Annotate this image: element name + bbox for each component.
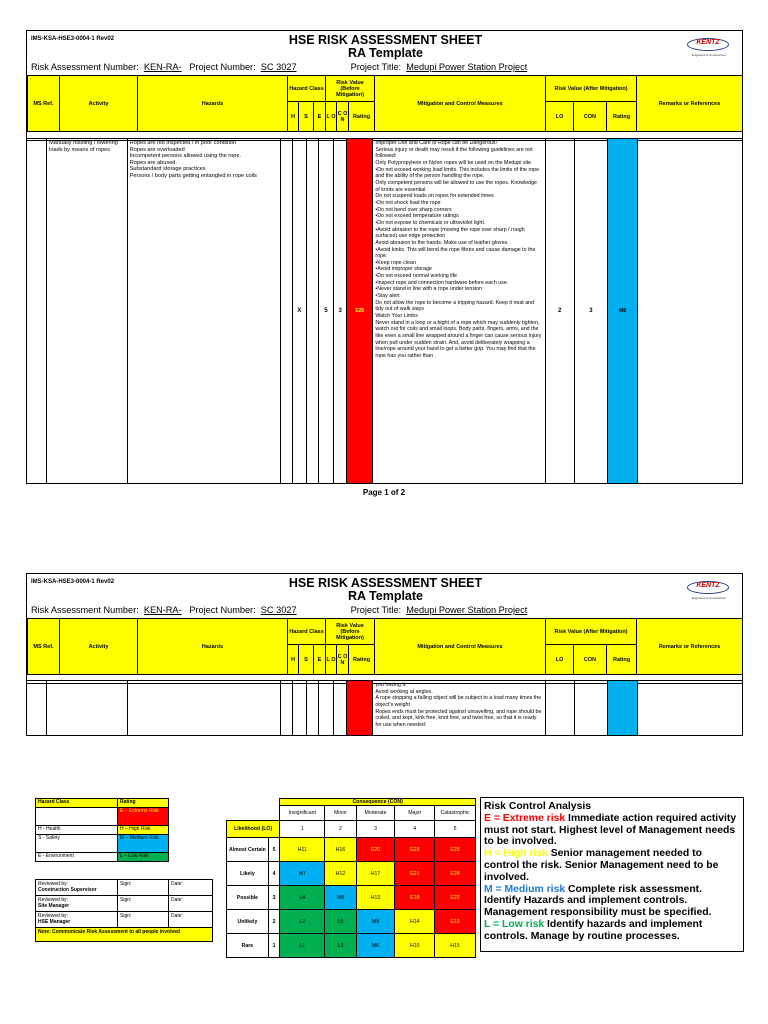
col-ms-ref: MS Ref. — [28, 619, 60, 675]
s-cell — [292, 681, 306, 736]
col-mitigation: Mitigation and Control Measures — [375, 76, 546, 132]
consequence-label: Catastrophic — [435, 806, 476, 821]
mitigation-line: •Stay alert — [375, 293, 400, 300]
matrix-cell: E19 — [435, 910, 476, 934]
col-hazard-class: Hazard Class — [288, 76, 326, 102]
likelihood-number: 5 — [268, 838, 280, 862]
mitigation-line: •Do not shock load the rope — [375, 199, 441, 206]
matrix-cell: H14 — [395, 910, 435, 934]
matrix-cell: L5 — [325, 910, 356, 934]
col-rating-after: Rating — [607, 645, 637, 675]
hazard-rating-legend — [35, 798, 169, 862]
col-con-after: CON — [574, 102, 607, 132]
rating-after-cell: M8 — [607, 139, 637, 484]
col-lo: L O — [326, 102, 337, 132]
legend-class-cell — [36, 808, 118, 826]
info-row — [31, 605, 527, 615]
mitigation-line: •Inspect rope and connection hardware before each use. — [375, 279, 509, 286]
legend-rating-extreme: E – Extreme Risk — [118, 808, 169, 826]
rating-after-cell — [607, 681, 637, 736]
logo-subtext: Engineers & Constructors — [691, 596, 727, 600]
matrix-cell: E18 — [395, 886, 435, 910]
col-risk-before: Risk Value (Before Mitigation) — [326, 76, 375, 102]
sheet-subtitle: RA Template — [347, 589, 423, 603]
project-title-value: Medupi Power Station Project — [406, 605, 528, 615]
con-number: 1 — [280, 821, 325, 838]
likelihood-label: Almost Certain — [227, 838, 269, 862]
hazards-cell — [127, 139, 280, 484]
project-title-label: Project Title: — [350, 605, 402, 615]
col-ms-ref: MS Ref. — [28, 76, 60, 132]
matrix-cell: H16 — [325, 838, 356, 862]
matrix-cell: M7 — [280, 862, 325, 886]
likelihood-number: 4 — [268, 862, 280, 886]
rating-cell: E25 — [347, 139, 373, 484]
ra-number-label: Risk Assessment Number: — [31, 605, 139, 615]
date-field[interactable]: Date: — [169, 912, 213, 928]
col-con: C O N — [337, 645, 349, 675]
hazard-line: Persons / body parts getting entangled in rope coils — [129, 172, 257, 179]
col-rating: Rating — [349, 102, 375, 132]
matrix-cell: M8 — [325, 886, 356, 910]
col-remarks: Remarks or References — [637, 619, 743, 675]
h-cell — [280, 139, 292, 484]
rating-cell — [347, 681, 373, 736]
legend-rating-low: L – Low Risk — [118, 853, 169, 862]
likelihood-header: Likelihood (LO) — [227, 821, 280, 838]
mitigation-line: •Do not exceed working load limits. This includes the limits of the rope and the ability of the person handling the rope. — [375, 166, 540, 180]
con-after-cell — [574, 681, 607, 736]
mitigation-line: Do not allow the rope to become a tripping hazard. Keep it neat and tidy out of walk ways — [375, 299, 535, 313]
col-hazards: Hazards — [138, 76, 288, 132]
likelihood-number: 2 — [268, 910, 280, 934]
mitigation-line: •Keep rope clean — [375, 259, 416, 266]
ms-ref-cell — [27, 139, 47, 484]
logo-text: KENTZ — [696, 582, 720, 589]
rca-extreme: E = Extreme risk Immediate action required activity must not start. Highest level of Management needs to be involved. — [484, 812, 737, 848]
sheet-header-page2 — [26, 573, 743, 684]
col-activity: Activity — [60, 619, 138, 675]
col-hazards: Hazards — [138, 619, 288, 675]
ra-number-value: KEN-RA- — [143, 605, 182, 615]
col-activity: Activity — [60, 76, 138, 132]
project-title-value: Medupi Power Station Project — [406, 62, 528, 72]
matrix-cell: H13 — [356, 886, 395, 910]
project-number-label: Project Number: — [189, 62, 256, 72]
risk-table-page2 — [26, 680, 743, 736]
activity-cell: Manually hoisting / lowering loads by means of ropes — [47, 139, 128, 484]
matrix-cell: L2 — [280, 910, 325, 934]
mitigation-line: •Do not bend over sharp corners — [375, 206, 452, 213]
matrix-cell: H11 — [280, 838, 325, 862]
sheet-subtitle: RA Template — [347, 46, 423, 60]
kentz-logo — [684, 579, 734, 603]
doc-number: IMS-KSA-HSE3-0004-1 Rev02 — [31, 579, 115, 585]
likelihood-label: Rare — [227, 934, 269, 958]
project-number-value: SC 3027 — [260, 62, 297, 72]
rca-medium: M = Medium risk Complete risk assessment. Identify Hazards and implement controls. Management responsibility must be specified. — [484, 883, 712, 919]
col-h: H — [288, 645, 299, 675]
consequence-label: Minor — [325, 806, 356, 821]
doc-number: IMS-KSA-HSE3-0004-1 Rev02 — [31, 36, 115, 42]
con-number: 4 — [395, 821, 435, 838]
col-lo-after: LO — [546, 645, 574, 675]
mitigation-line: Avoid abrasion to the hands. Make use of leather gloves. — [375, 239, 509, 246]
con-after-cell: 3 — [574, 139, 607, 484]
mitigation-line: •Avoid improper storage — [375, 266, 432, 273]
con-number: 5 — [435, 821, 476, 838]
hazard-line: Incompetent persons allowed using the rope. — [129, 153, 242, 160]
date-field[interactable]: Date: — [169, 880, 213, 896]
kentz-logo — [684, 36, 734, 60]
mitigation-line: •Never stand in line with a rope under tension — [375, 286, 483, 293]
matrix-cell: E23 — [395, 838, 435, 862]
matrix-cell: L1 — [280, 934, 325, 958]
mitigation-line: Avoid working at angles. — [375, 688, 433, 695]
sign-field[interactable]: Sign: — [118, 912, 169, 928]
col-e: E — [314, 102, 326, 132]
matrix-row — [227, 862, 476, 886]
mitigation-line: •Do not exceed temperature ratings — [375, 213, 459, 220]
mitigation-line: you having it. — [375, 682, 407, 688]
col-e: E — [314, 645, 326, 675]
reviewer-cell: Reviewed by: Construction Supervisor — [36, 880, 118, 896]
col-rating-after: Rating — [607, 102, 637, 132]
col-h: H — [288, 102, 299, 132]
page-number: Page 1 of 2 — [362, 488, 406, 497]
matrix-row — [227, 838, 476, 862]
sign-field[interactable]: Sign: — [118, 880, 169, 896]
review-signoff-table — [35, 879, 213, 942]
legend-rating-medium: M – Medium Risk — [118, 835, 169, 853]
likelihood-number: 1 — [268, 934, 280, 958]
risk-matrix — [226, 798, 476, 958]
mitigation-cell — [373, 681, 545, 736]
matrix-cell: E22 — [435, 886, 476, 910]
col-risk-after: Risk Value (After Mitigation) — [546, 76, 637, 102]
col-mitigation: Mitigation and Control Measures — [375, 619, 546, 675]
ra-number-label: Risk Assessment Number: — [31, 62, 139, 72]
reviewer-cell: Reviewed by: HSE Manager — [36, 912, 118, 928]
mitigation-line: •Do not exceed normal working life — [375, 273, 458, 280]
risk-table-page1 — [26, 138, 743, 484]
project-number-value: SC 3027 — [260, 605, 297, 615]
mitigation-cell — [373, 139, 545, 484]
communication-note: Note: Communicate Risk Assessment to all people involved — [36, 928, 213, 942]
matrix-cell: H17 — [356, 862, 395, 886]
lo-after-cell: 2 — [545, 139, 574, 484]
mitigation-line: •Avoid kinks. This will bend the rope fibres and cause damage to the rope. — [375, 246, 536, 260]
logo-text: KENTZ — [696, 39, 720, 46]
mitigation-line: Ropes ends must be protected against unravelling, and rope should be coiled, and kept, kink free, knot free, and twist free, so that it is ready for use when needed: — [375, 708, 542, 728]
legend-class-cell: E - Environment — [36, 853, 118, 862]
project-number-label: Project Number: — [189, 605, 256, 615]
project-title-label: Project Title: — [350, 62, 402, 72]
con-number: 2 — [325, 821, 356, 838]
matrix-cell: M6 — [356, 934, 395, 958]
lo-after-cell — [545, 681, 574, 736]
mitigation-line: Serious injury or death may result if the following guidelines are not followed: — [375, 146, 533, 160]
matrix-cell: L4 — [280, 886, 325, 910]
date-field[interactable]: Date: — [169, 896, 213, 912]
matrix-row — [227, 886, 476, 910]
col-lo: L O — [326, 645, 337, 675]
sheet-header-page1 — [26, 30, 743, 141]
mitigation-line: Only competent persons will be allowed to use the ropes. Knowledge of knots are essential — [375, 179, 538, 193]
matrix-cell: H10 — [395, 934, 435, 958]
lo-cell — [319, 681, 334, 736]
risk-control-analysis — [480, 797, 744, 952]
col-con: C O N — [337, 102, 349, 132]
reviewer-cell: Reviewed by: Site Manager — [36, 896, 118, 912]
h-cell — [280, 681, 292, 736]
table-row — [27, 681, 743, 736]
rca-high: H = High risk Senior management needed to control the risk. Senior Management need to be involved. — [484, 848, 719, 883]
consequence-label: Moderate — [356, 806, 395, 821]
matrix-cell: H12 — [325, 862, 356, 886]
hazards-cell — [127, 681, 280, 736]
col-con-after: CON — [574, 645, 607, 675]
col-remarks: Remarks or References — [637, 76, 743, 132]
matrix-cell: E25 — [435, 838, 476, 862]
col-s: S — [299, 102, 314, 132]
matrix-cell: E20 — [356, 838, 395, 862]
mitigation-line: Watch Your Limbs — [375, 313, 418, 320]
legend-class-cell: H - Health — [36, 826, 118, 835]
mitigation-line: •Do not expose to chemicals or ultraviolet light. — [375, 219, 486, 226]
mitigation-line: Do not suspend loads on ropes for extended times — [375, 193, 494, 200]
con-cell — [334, 681, 347, 736]
legend-rating-high: H – High Risk — [118, 826, 169, 835]
matrix-cell: E24 — [435, 862, 476, 886]
matrix-cell: M9 — [356, 910, 395, 934]
remarks-cell — [638, 681, 743, 736]
col-rating: Rating — [349, 645, 375, 675]
hazard-line: Ropes are abused. — [129, 159, 177, 166]
e-cell — [306, 681, 318, 736]
matrix-row — [227, 910, 476, 934]
col-risk-before: Risk Value (Before Mitigation) — [326, 619, 375, 645]
mitigation-line: Only Polypropylene or Nylon ropes will be used on the Medupi site — [375, 159, 532, 166]
s-cell: X — [292, 139, 306, 484]
column-header-table — [27, 75, 743, 132]
legend-hazard-class-header: Hazard Class — [36, 799, 118, 808]
col-hazard-class: Hazard Class — [288, 619, 326, 645]
consequence-label: Major — [395, 806, 435, 821]
rca-title: Risk Control Analysis — [484, 801, 592, 812]
likelihood-label: Unlikely — [227, 910, 269, 934]
likelihood-number: 3 — [268, 886, 280, 910]
likelihood-label: Possible — [227, 886, 269, 910]
table-row — [27, 139, 743, 484]
lo-cell: 5 — [319, 139, 334, 484]
col-s: S — [299, 645, 314, 675]
matrix-cell: E21 — [395, 862, 435, 886]
mitigation-line: Never stand in a loop or a bight of a rope which may suddenly tighten, watch out for coils and small loops. Body parts, fingers, arms, and the like even a small line wrapped around a finger can cause serious injury when pull under sudden strain. And, avoid deliberately wrapping a line/rope around your hand to get a better grip. You may find that the rope has you rather than — [375, 319, 542, 359]
sheet-title: HSE RISK ASSESSMENT SHEET — [288, 576, 483, 590]
logo-subtext: Engineers & Constructors — [691, 53, 727, 57]
mitigation-line: •Avoid abrasion to the rope (moving the rope over sharp / rough surfaces) use edge protection — [375, 226, 525, 240]
hazard-line: Ropes are overloaded — [129, 146, 185, 153]
column-header-table — [27, 618, 743, 675]
matrix-cell: L3 — [325, 934, 356, 958]
consequence-label: Insignificant — [280, 806, 325, 821]
sign-field[interactable]: Sign: — [118, 896, 169, 912]
matrix-body — [227, 838, 476, 958]
rca-low: L = Low risk Identify hazards and implement controls. Manage by routine processes. — [484, 918, 703, 942]
hazard-line: Ropes are not inspected / in poor condition — [129, 140, 237, 146]
ms-ref-cell — [27, 681, 47, 736]
activity-cell — [47, 681, 128, 736]
mitigation-line: Improper Use and Care of Rope can be Dangerous! — [375, 140, 497, 146]
matrix-cell: H15 — [435, 934, 476, 958]
consequence-header: Consequence (CON) — [280, 799, 476, 806]
info-row — [31, 62, 527, 72]
remarks-cell — [638, 139, 743, 484]
col-risk-after: Risk Value (After Mitigation) — [546, 619, 637, 645]
ra-number-value: KEN-RA- — [143, 62, 182, 72]
e-cell — [306, 139, 318, 484]
likelihood-label: Likely — [227, 862, 269, 886]
matrix-row — [227, 934, 476, 958]
hazard-line: Substandard storage practices — [129, 166, 206, 173]
legend-rating-header: Rating — [118, 799, 169, 808]
sheet-title: HSE RISK ASSESSMENT SHEET — [288, 33, 483, 47]
con-number: 3 — [356, 821, 395, 838]
con-cell: 3 — [334, 139, 347, 484]
mitigation-line: A rope stopping a falling object will be subject to a load many times the object's weight — [375, 695, 542, 708]
legend-class-cell: S - Safety — [36, 835, 118, 853]
col-lo-after: LO — [546, 102, 574, 132]
